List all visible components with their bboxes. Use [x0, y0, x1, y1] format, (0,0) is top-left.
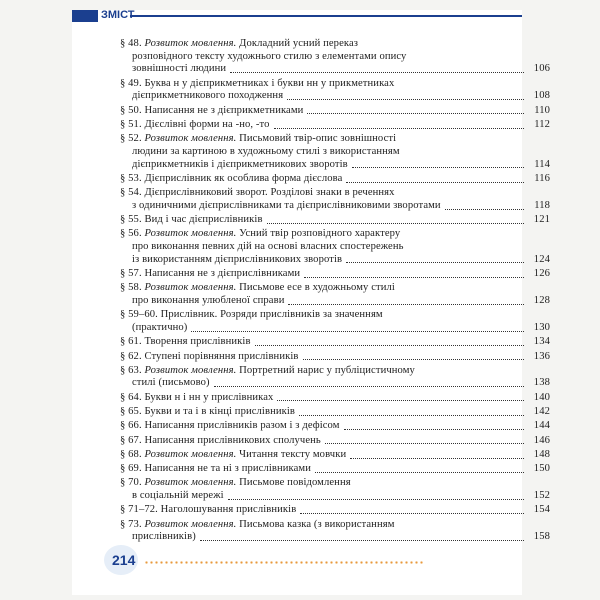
toc-entry-text: [120, 214, 263, 227]
section-number: § 70.: [120, 477, 142, 489]
leader-dots: [346, 181, 524, 183]
toc-title-text: розповідного тексту художнього стилю з елементами опису: [132, 50, 407, 62]
toc-entry: [120, 268, 550, 281]
toc-entry: [120, 449, 550, 462]
toc-entry-line: [120, 228, 550, 241]
toc-title-text: Письмовий твір-опис зовнішності: [239, 133, 397, 145]
leader-dots: [350, 457, 524, 459]
toc-page-number: 148: [533, 448, 550, 460]
toc-entry-line: [120, 38, 550, 51]
toc-title-text: Портретний нарис у публіцистичному: [239, 364, 415, 376]
leader-dots: [230, 71, 524, 73]
leader-dots: [299, 414, 524, 416]
toc-title-text: Прислівник. Розряди прислівників за значенням: [160, 309, 383, 321]
toc-entry-line: [120, 133, 550, 146]
toc-title-text: Усний твір розповідного характеру: [239, 228, 401, 240]
table-of-contents: [120, 38, 550, 546]
section-number: § 48.: [120, 37, 142, 49]
toc-entry: [120, 187, 550, 212]
toc-page-number: 116: [534, 172, 550, 184]
toc-entry-line: [120, 119, 550, 132]
toc-entry-line: [120, 322, 550, 335]
toc-entry-text: [120, 90, 283, 103]
toc-entry: [120, 105, 550, 118]
toc-entry-line: [120, 200, 550, 213]
toc-entry-text: [120, 282, 395, 295]
toc-entry-text: [120, 133, 396, 146]
toc-entry-line: [120, 519, 550, 532]
toc-entry-text: [120, 173, 342, 186]
leader-dots: [303, 358, 525, 360]
toc-title-text: про виконання улюбленої справи: [132, 294, 285, 306]
toc-title-text: Письмове повідомлення: [239, 477, 351, 489]
toc-entry-line: [120, 51, 550, 64]
toc-entry-text: [120, 241, 404, 254]
toc-title-text: Наголошування прислівників: [160, 504, 297, 516]
toc-title-text: дієприкметникового походження: [132, 90, 284, 102]
toc-entry-line: [120, 214, 550, 227]
toc-entry-line: [120, 105, 550, 118]
toc-title-text: про виконання певних дій на основі власних спостережень: [132, 241, 404, 253]
toc-page-number: 112: [534, 118, 550, 130]
toc-entry: [120, 504, 550, 517]
toc-entry-text: [120, 254, 342, 267]
toc-page-number: 136: [533, 350, 550, 362]
speech-development-label: Розвиток мовлення.: [144, 364, 237, 376]
toc-entry-text: [120, 119, 270, 132]
speech-development-label: Розвиток мовлення.: [144, 477, 237, 489]
toc-entry-text: [120, 519, 395, 532]
toc-entry-text: [120, 531, 196, 544]
toc-entry-text: [120, 420, 340, 433]
toc-title-text: людини за картиною в художньому стилі з використанням: [132, 145, 400, 157]
toc-title-text: Написання не з дієприкметниками: [144, 104, 304, 116]
toc-title-text: Вид і час дієприслівників: [144, 214, 263, 226]
toc-page-number: 126: [533, 268, 550, 280]
toc-title-text: стилі (письмово): [132, 377, 210, 389]
toc-title-text: Читання тексту мовчки: [239, 448, 347, 460]
toc-entry: [120, 173, 550, 186]
toc-entry: [120, 351, 550, 364]
header-line: [130, 15, 522, 17]
section-number: § 64.: [120, 391, 142, 403]
toc-entry-text: [120, 406, 295, 419]
toc-entry-line: [120, 254, 550, 267]
toc-entry-line: [120, 173, 550, 186]
section-number: § 52.: [120, 133, 142, 145]
toc-title-text: із використанням дієприслівникових зворотів: [132, 253, 343, 265]
toc-entry-text: [120, 463, 311, 476]
leader-dots: [445, 208, 524, 210]
speech-development-label: Розвиток мовлення.: [144, 282, 237, 294]
speech-development-label: Розвиток мовлення.: [144, 448, 237, 460]
toc-page-number: 128: [533, 294, 550, 306]
footer-dotted-line: [144, 561, 424, 564]
toc-entry: [120, 420, 550, 433]
toc-entry-text: [120, 268, 300, 281]
toc-title-text: дієприкметників і дієприкметникових зворотів: [132, 158, 348, 170]
toc-page-number: 140: [533, 391, 550, 403]
toc-entry-text: [120, 78, 394, 91]
toc-entry-text: [120, 309, 383, 322]
page-number: 214: [112, 552, 136, 568]
toc-entry: [120, 477, 550, 502]
toc-page-number: 158: [533, 531, 550, 543]
toc-title-text: Ступені порівняння прислівників: [144, 350, 299, 362]
toc-entry-text: [120, 187, 395, 200]
book-page: [72, 9, 550, 595]
toc-entry-text: [120, 38, 358, 51]
toc-entry-text: [120, 228, 400, 241]
toc-entry-line: [120, 435, 550, 448]
section-number: § 67.: [120, 434, 142, 446]
toc-entry: [120, 392, 550, 405]
toc-title-text: Букви и та і в кінці прислівників: [144, 406, 296, 418]
toc-entry-line: [120, 490, 550, 503]
leader-dots: [352, 166, 524, 168]
section-number: § 56.: [120, 228, 142, 240]
toc-entry-line: [120, 351, 550, 364]
toc-page-number: 146: [533, 434, 550, 446]
toc-entry-line: [120, 241, 550, 254]
header-accent-bar: [72, 10, 98, 22]
toc-entry: [120, 133, 550, 171]
toc-entry-line: [120, 295, 550, 308]
toc-title-text: Докладний усний переказ: [239, 37, 359, 49]
toc-entry: [120, 435, 550, 448]
toc-page-number: 121: [533, 214, 550, 226]
toc-entry-text: [120, 63, 226, 76]
toc-entry-text: [120, 351, 299, 364]
section-number: § 66.: [120, 420, 142, 432]
toc-entry-text: [120, 435, 321, 448]
toc-entry: [120, 519, 550, 544]
leader-dots: [315, 471, 524, 473]
section-number: § 59–60.: [120, 309, 158, 321]
section-number: § 69.: [120, 463, 142, 475]
toc-entry-text: [120, 295, 284, 308]
toc-entry: [120, 78, 550, 103]
toc-entry-line: [120, 463, 550, 476]
toc-title-text: з одиничними дієприслівниками та дієприслівниковими зворотами: [132, 199, 441, 211]
toc-entry-line: [120, 78, 550, 91]
leader-dots: [346, 261, 524, 263]
toc-entry-line: [120, 146, 550, 159]
speech-development-label: Розвиток мовлення.: [144, 518, 237, 530]
toc-title-text: Дієприслівниковий зворот. Розділові знаки в реченнях: [144, 187, 395, 199]
toc-page-number: 138: [533, 377, 550, 389]
header-rule: [72, 10, 522, 22]
section-number: § 57.: [120, 268, 142, 280]
toc-page-number: 154: [533, 504, 550, 516]
toc-title-text: Письмове есе в художньому стилі: [239, 282, 395, 294]
section-number: § 54.: [120, 187, 142, 199]
toc-entry-line: [120, 309, 550, 322]
toc-entry-line: [120, 336, 550, 349]
toc-entry-text: [120, 365, 415, 378]
toc-page-number: 130: [533, 321, 550, 333]
toc-entry-line: [120, 187, 550, 200]
toc-entry-text: [120, 490, 224, 503]
leader-dots: [304, 276, 524, 278]
toc-entry-line: [120, 63, 550, 76]
toc-entry: [120, 463, 550, 476]
toc-entry: [120, 119, 550, 132]
toc-page-number: 118: [534, 199, 550, 211]
section-number: § 53.: [120, 172, 142, 184]
speech-development-label: Розвиток мовлення.: [144, 37, 237, 49]
toc-entry-text: [120, 377, 210, 390]
section-number: § 71–72.: [120, 504, 158, 516]
toc-entry-line: [120, 392, 550, 405]
leader-dots: [288, 303, 524, 305]
toc-entry-text: [120, 200, 441, 213]
section-number: § 65.: [120, 406, 142, 418]
toc-entry-text: [120, 322, 187, 335]
section-number: § 62.: [120, 350, 142, 362]
toc-entry: [120, 336, 550, 349]
toc-entry-text: [120, 105, 303, 118]
toc-entry-line: [120, 268, 550, 281]
toc-entry: [120, 365, 550, 390]
toc-entry: [120, 228, 550, 266]
toc-title-text: Букви н і нн у прислівниках: [144, 391, 274, 403]
leader-dots: [200, 539, 524, 541]
toc-title-text: Написання не з дієприслівниками: [144, 268, 301, 280]
toc-entry-line: [120, 449, 550, 462]
toc-title-text: Написання прислівникових сполучень: [144, 434, 321, 446]
leader-dots: [277, 399, 524, 401]
toc-entry-line: [120, 420, 550, 433]
toc-entry-line: [120, 406, 550, 419]
toc-title-text: Буква н у дієприкметниках і букви нн у прикметниках: [144, 77, 395, 89]
toc-entry-text: [120, 146, 400, 159]
section-number: § 61.: [120, 336, 142, 348]
toc-entry-text: [120, 504, 296, 517]
toc-entry-line: [120, 504, 550, 517]
leader-dots: [325, 442, 524, 444]
leader-dots: [274, 127, 525, 129]
toc-page-number: 150: [533, 463, 550, 475]
toc-page-number: 144: [533, 420, 550, 432]
section-number: § 51.: [120, 118, 142, 130]
toc-page-number: 142: [533, 406, 550, 418]
toc-entry-line: [120, 90, 550, 103]
toc-entry-text: [120, 449, 346, 462]
section-number: § 50.: [120, 104, 142, 116]
toc-entry-text: [120, 159, 348, 172]
section-number: § 63.: [120, 364, 142, 376]
toc-title-text: Написання не та ні з прислівниками: [144, 463, 311, 475]
toc-title-text: прислівників): [132, 531, 196, 543]
toc-entry: [120, 214, 550, 227]
page-header-title: ЗМІСТ: [101, 9, 135, 21]
section-number: § 55.: [120, 214, 142, 226]
toc-entry: [120, 282, 550, 307]
toc-entry-line: [120, 282, 550, 295]
toc-entry-text: [120, 477, 351, 490]
toc-entry-text: [120, 392, 273, 405]
toc-page-number: 134: [533, 336, 550, 348]
toc-entry-line: [120, 531, 550, 544]
section-number: § 49.: [120, 77, 142, 89]
toc-title-text: Письмова казка (з використанням: [239, 518, 395, 530]
toc-title-text: (практично): [132, 321, 188, 333]
section-number: § 68.: [120, 448, 142, 460]
toc-title-text: в соціальній мережі: [132, 490, 224, 502]
leader-dots: [228, 498, 524, 500]
leader-dots: [191, 330, 524, 332]
toc-entry: [120, 406, 550, 419]
speech-development-label: Розвиток мовлення.: [144, 133, 237, 145]
toc-title-text: Дієслівні форми на -но, -то: [144, 118, 270, 130]
toc-title-text: Дієприслівник як особлива форма дієслова: [144, 172, 343, 184]
toc-title-text: Написання прислівників разом і з дефісом: [144, 420, 340, 432]
toc-entry-line: [120, 365, 550, 378]
toc-entry: [120, 38, 550, 76]
leader-dots: [344, 428, 524, 430]
toc-page-number: 114: [534, 158, 550, 170]
toc-page-number: 108: [533, 90, 550, 102]
toc-page-number: 110: [534, 104, 550, 116]
toc-page-number: 106: [533, 63, 550, 75]
toc-entry-text: [120, 336, 251, 349]
toc-page-number: 152: [533, 490, 550, 502]
section-number: § 73.: [120, 518, 142, 530]
leader-dots: [267, 222, 524, 224]
toc-entry-line: [120, 477, 550, 490]
toc-title-text: зовнішності людини: [132, 63, 227, 75]
leader-dots: [214, 385, 524, 387]
toc-entry: [120, 309, 550, 334]
leader-dots: [300, 512, 524, 514]
leader-dots: [255, 344, 524, 346]
section-number: § 58.: [120, 282, 142, 294]
toc-entry-text: [120, 51, 406, 64]
leader-dots: [307, 112, 524, 114]
toc-entry-line: [120, 159, 550, 172]
toc-page-number: 124: [533, 253, 550, 265]
toc-entry-line: [120, 378, 550, 391]
leader-dots: [287, 98, 524, 100]
speech-development-label: Розвиток мовлення.: [144, 228, 237, 240]
toc-title-text: Творення прислівників: [144, 336, 251, 348]
